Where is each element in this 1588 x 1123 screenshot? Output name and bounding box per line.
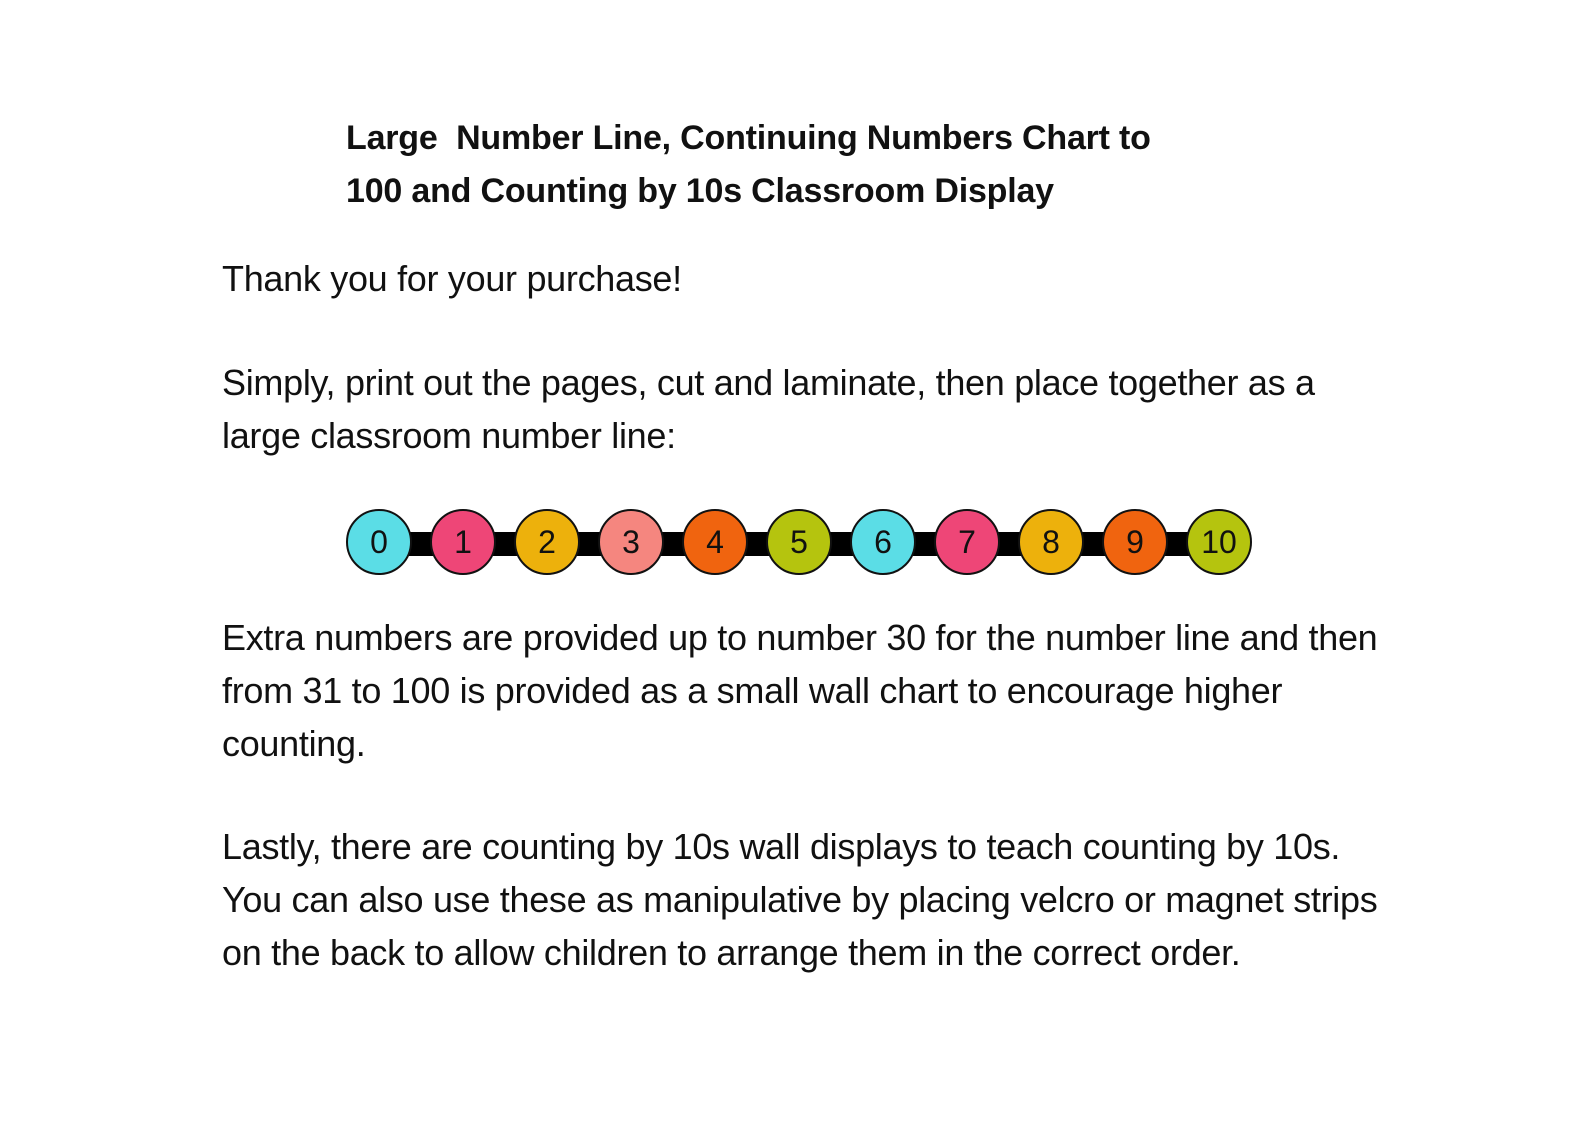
number-bead-1: 1 bbox=[430, 509, 496, 575]
number-bead-3: 3 bbox=[598, 509, 664, 575]
thank-you-paragraph bbox=[222, 252, 1522, 305]
number-bead-5: 5 bbox=[766, 509, 832, 575]
paragraph-line: on the back to allow children to arrange them in the correct order. bbox=[222, 932, 1241, 973]
number-bead-7: 7 bbox=[934, 509, 1000, 575]
title-line-1: Large Number Line, Continuing Numbers Chart to bbox=[346, 119, 1151, 157]
instructions-paragraph bbox=[222, 356, 1522, 462]
number-line-illustration bbox=[346, 508, 1252, 580]
paragraph-line: You can also use these as manipulative by placing velcro or magnet strips bbox=[222, 879, 1378, 920]
number-bead-0: 0 bbox=[346, 509, 412, 575]
paragraph-line: large classroom number line: bbox=[222, 415, 676, 456]
paragraph-line: Lastly, there are counting by 10s wall displays to teach counting by 10s. bbox=[222, 826, 1341, 867]
paragraph-line: Simply, print out the pages, cut and laminate, then place together as a bbox=[222, 362, 1315, 403]
paragraph-line: Thank you for your purchase! bbox=[222, 258, 682, 299]
number-bead-10: 10 bbox=[1186, 509, 1252, 575]
number-bead-8: 8 bbox=[1018, 509, 1084, 575]
number-bead-4: 4 bbox=[682, 509, 748, 575]
number-bead-6: 6 bbox=[850, 509, 916, 575]
title-line-2: 100 and Counting by 10s Classroom Display bbox=[346, 172, 1054, 210]
extra-numbers-paragraph bbox=[222, 611, 1522, 770]
page-title bbox=[346, 112, 1346, 218]
number-bead-9: 9 bbox=[1102, 509, 1168, 575]
paragraph-line: Extra numbers are provided up to number 30 for the number line and then bbox=[222, 617, 1378, 658]
number-bead-2: 2 bbox=[514, 509, 580, 575]
paragraph-line: counting. bbox=[222, 723, 366, 764]
paragraph-line: from 31 to 100 is provided as a small wall chart to encourage higher bbox=[222, 670, 1283, 711]
counting-by-tens-paragraph bbox=[222, 820, 1522, 979]
